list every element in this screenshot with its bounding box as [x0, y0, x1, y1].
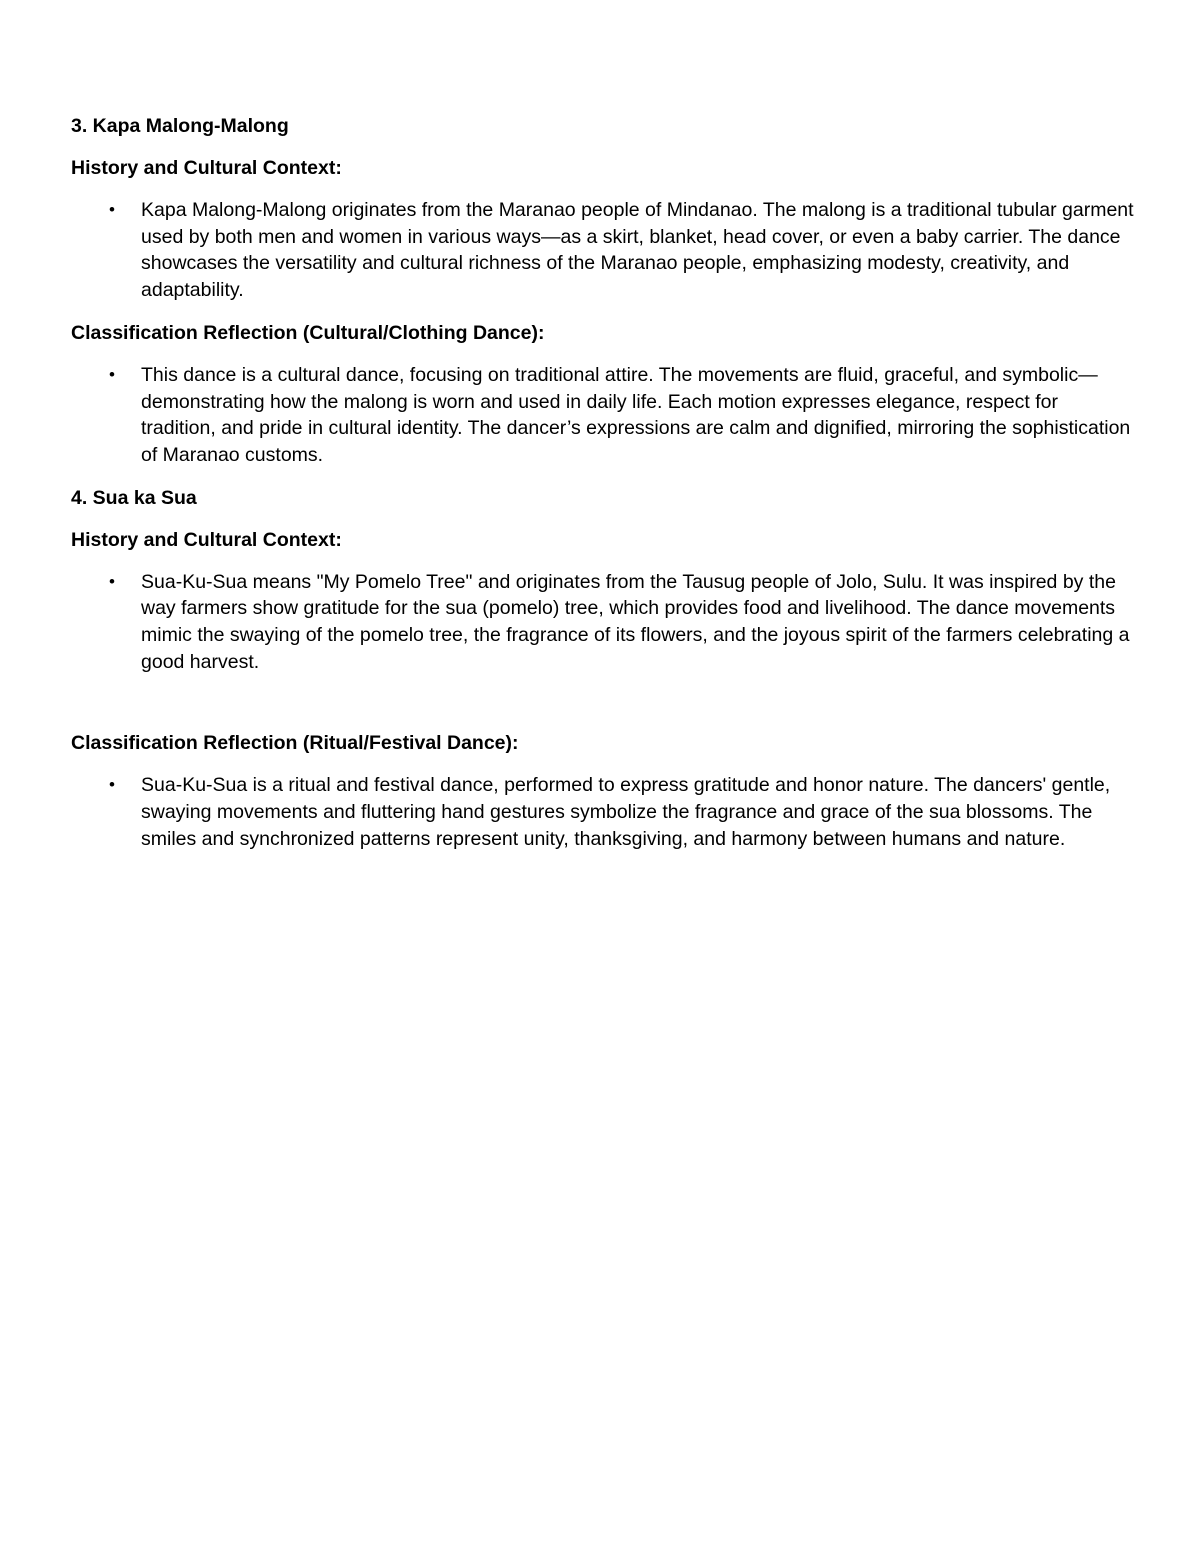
classification-heading: Classification Reflection (Cultural/Clothing Dance): [71, 321, 545, 344]
history-list [71, 569, 1136, 676]
section-title: 4. Sua ka Sua [71, 486, 197, 509]
list-item [71, 772, 1136, 852]
list-item [71, 197, 1136, 304]
classification-list [71, 772, 1136, 852]
history-list [71, 197, 1136, 304]
history-heading: History and Cultural Context: [71, 157, 342, 179]
bullet-icon: • [109, 200, 115, 219]
section-title: 3. Kapa Malong-Malong [71, 115, 289, 137]
bullet-icon: • [109, 571, 115, 591]
document-content [71, 113, 1136, 869]
bullet-icon: • [109, 364, 115, 384]
blank-line [71, 691, 1136, 730]
history-heading: History and Cultural Context: [71, 528, 342, 551]
bullet-icon: • [109, 775, 115, 795]
classification-text: Sua-Ku-Sua is a ritual and festival dance, performed to express gratitude and honor nature. The dancers' gentle, swaying movements and fluttering hand gestures symbolize the fragrance and grace of the sua blossoms. The smiles and synchronized patterns represent unity, thanksgiving, and harmony between humans and nature. [141, 774, 1111, 850]
classification-list [71, 362, 1136, 469]
list-item [71, 362, 1136, 469]
classification-text: This dance is a cultural dance, focusing on traditional attire. The movements are fluid, graceful, and symbolic—demonstrating how the malong is worn and used in daily life. Each motion expresses elegance, respect for tradition, and pride in cultural identity. The dancer’s expressions are calm and dignified, mirroring the sophistication of Maranao customs. [141, 363, 1131, 466]
history-text: Kapa Malong-Malong originates from the Maranao people of Mindanao. The malong is a traditional tubular garment used by both men and women in various ways—as a skirt, blanket, head cover, or even a baby carrier. The dance showcases the versatility and cultural richness of the Maranao people, emphasizing modesty, creativity, and adaptability. [141, 199, 1134, 302]
history-text: Sua-Ku-Sua means "My Pomelo Tree" and originates from the Tausug people of Jolo, Sulu. It was inspired by the way farmers show gratitude for the sua (pomelo) tree, which provides food and livelihood. The dance movements mimic the swaying of the pomelo tree, the fragrance of its flowers, and the joyous spirit of the farmers celebrating a good harvest. [141, 570, 1130, 673]
classification-heading: Classification Reflection (Ritual/Festival Dance): [71, 732, 519, 755]
list-item [71, 569, 1136, 676]
